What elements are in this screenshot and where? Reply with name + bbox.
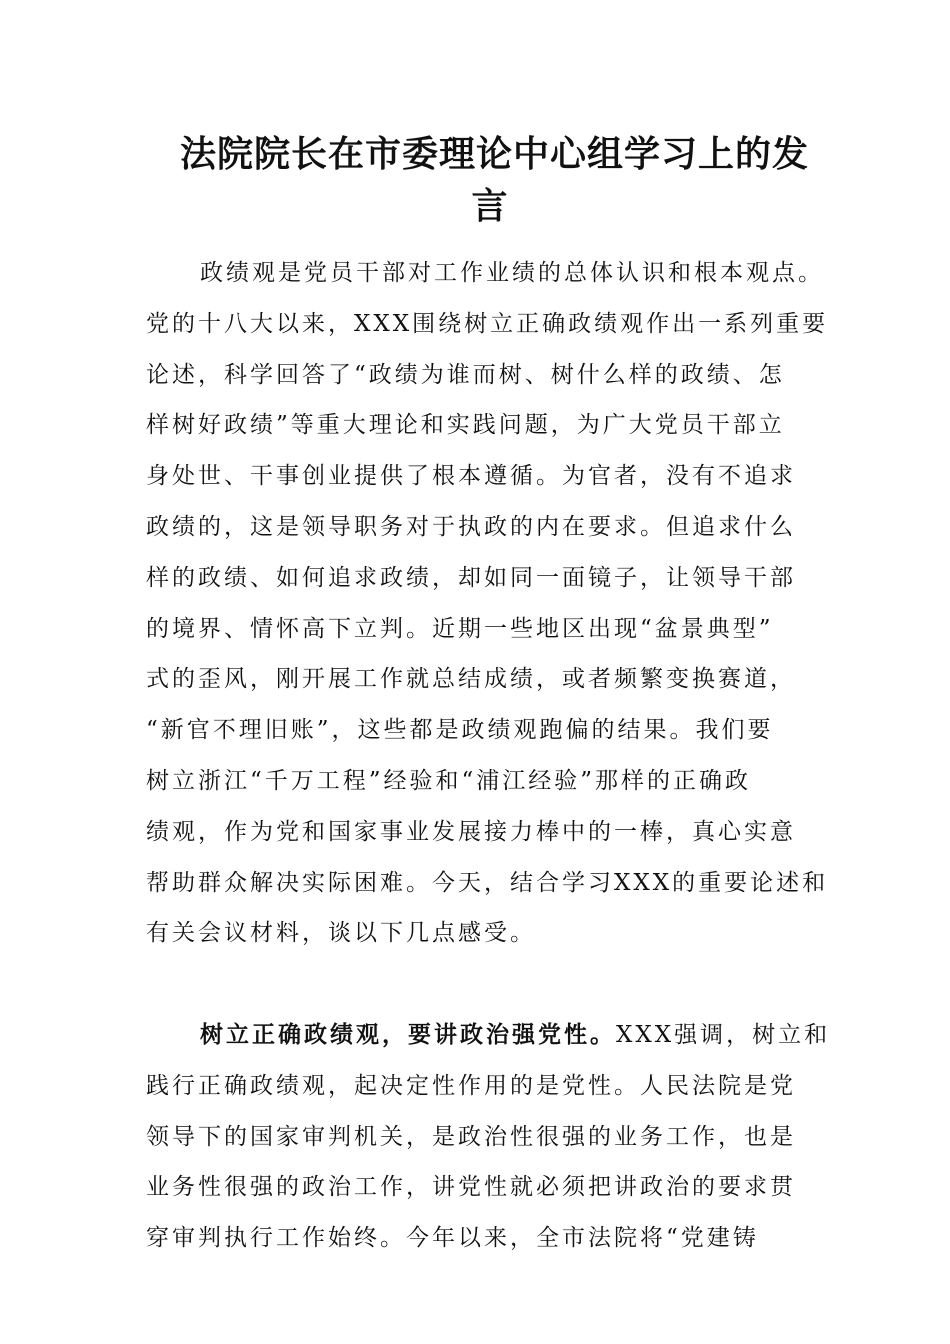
paragraph-line: 政绩观是党员干部对工作业绩的总体认识和根本观点。 — [200, 260, 824, 286]
heading-line-rest: XXX强调，树立和 — [616, 1021, 831, 1048]
paragraph-line: 样的政绩、如何追求政绩，却如同一面镜子，让领导干部 — [146, 564, 796, 591]
title-line-1: 法院院长在市委理论中心组学习上的发 — [180, 133, 810, 175]
paragraph-line: 政绩的，这是领导职务对于执政的内在要求。但追求什么 — [146, 513, 796, 540]
paragraph-line: 领导下的国家审判机关，是政治性很强的业务工作，也是 — [146, 1123, 796, 1150]
paragraph-line: 身处世、干事创业提供了根本遵循。为官者，没有不追求 — [146, 463, 796, 490]
paragraph-line: 论述，科学回答了“政绩为谁而树、树什么样的政绩、怎 — [146, 361, 785, 388]
paragraph-line: 的境界、情怀高下立判。近期一些地区出现“盆景典型” — [146, 615, 774, 642]
paragraph-line: “新官不理旧账”，这些都是政绩观跑偏的结果。我们要 — [146, 717, 774, 744]
paragraph-line: 绩观，作为党和国家事业发展接力棒中的一棒，真心实意 — [146, 818, 796, 845]
document-body — [146, 248, 831, 1264]
paragraph-line: 式的歪风，刚开展工作就总结成绩，或者频繁变换赛道， — [146, 666, 796, 693]
paragraph-line: 党的十八大以来，XXX围绕树立正确政绩观作出一系列重要 — [146, 310, 829, 337]
paragraph-politics — [146, 1010, 831, 1264]
paragraph-line: 树立浙江“千万工程”经验和“浦江经验”那样的正确政 — [146, 767, 752, 794]
paragraph-line: 践行正确政绩观，起决定性作用的是党性。人民法院是党 — [146, 1072, 796, 1099]
paragraph-first-line — [146, 1010, 831, 1061]
paragraph-line: 业务性很强的政治工作，讲党性就必须把讲政治的要求贯 — [146, 1174, 796, 1201]
section-heading: 树立正确政绩观，要讲政治强党性。 — [200, 1020, 616, 1048]
title-line-2: 言 — [471, 185, 509, 227]
paragraph-line: 样树好政绩”等重大理论和实践问题，为广大党员干部立 — [146, 412, 785, 439]
paragraph-intro — [146, 248, 829, 959]
paragraph-line: 有关会议材料，谈以下几点感受。 — [146, 920, 536, 947]
paragraph-line: 帮助群众解决实际困难。今天，结合学习XXX的重要论述和 — [146, 869, 829, 896]
document-title — [180, 128, 810, 232]
paragraph-line: 穿审判执行工作始终。今年以来，全市法院将“党建铸 — [146, 1225, 759, 1252]
paragraph-spacer — [146, 959, 810, 1010]
